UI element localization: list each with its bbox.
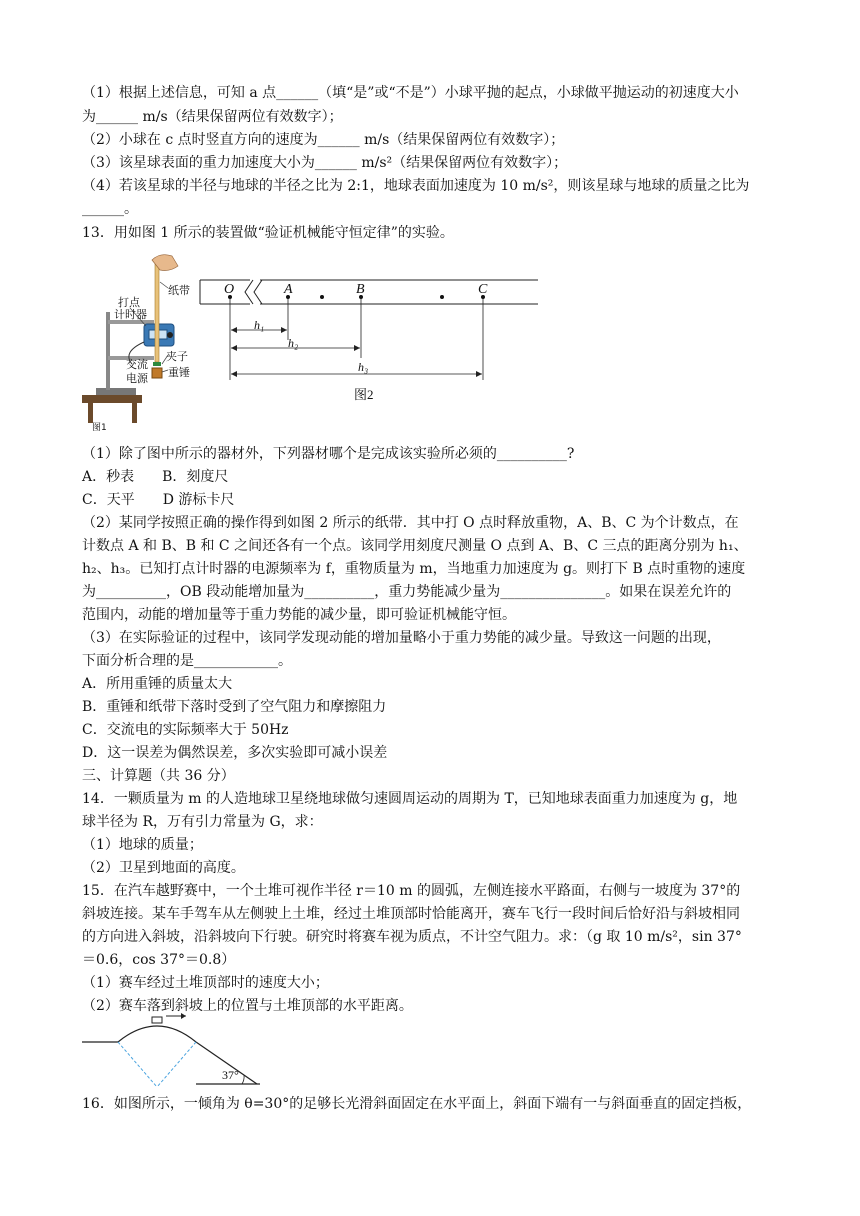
figure-3-mound (82, 1012, 282, 1092)
point-c-label: C (478, 282, 488, 297)
q15-part1: （1）赛车经过土堆顶部时的速度大小； (82, 975, 329, 991)
q13-title: 13．用如图 1 所示的装置做“验证机械能守恒定律”的实验。 (82, 225, 454, 241)
point-b-label: B (356, 282, 365, 297)
q15-line3: 的方向进入斜坡，沿斜坡向下行驶。研究时将赛车视为质点，不计空气阻力。求：（g 取 10 m/s²，sin 37° (82, 929, 742, 945)
q12-line-6: ______。 (82, 201, 138, 217)
q15-line2: 斜坡连接。某车手驾车从左侧驶上土堆，经过土堆顶部时恰能离开，赛车飞行一段时间后恰好沿与斜坡相同 (82, 906, 740, 922)
q14-line2: 球半径为 R，万有引力常量为 G，求： (82, 814, 323, 830)
q13-option-a: A．所用重锤的质量太大 (82, 676, 233, 692)
figure-2-tape (198, 278, 548, 403)
q15-line1: 15．在汽车越野赛中，一个土堆可视作半径 r＝10 m 的圆弧，左侧连接水平路面，右侧与一坡度为 37°的 (82, 883, 741, 899)
timer-label-2: 计时器 (114, 308, 147, 321)
q13-part3-line1: （3）在实际验证的过程中，该同学发现动能的增加量略小于重力势能的减少量。导致这一问题的出现， (82, 630, 721, 646)
apparatus-diagram (82, 252, 192, 432)
q13-options-cd: C．天平 D 游标卡尺 (82, 492, 235, 508)
tape-label: 纸带 (168, 284, 190, 297)
q16-line1: 16．如图所示，一倾角为 θ=30°的足够长光滑斜面固定在水平面上，斜面下端有一与斜面垂直的固定挡板， (82, 1096, 752, 1112)
h3-label: h₃ (358, 360, 369, 374)
q12-line-4: （3）该星球表面的重力加速度大小为______ m/s²（结果保留两位有效数字）； (82, 155, 568, 171)
point-a-label: A (284, 282, 293, 297)
q13-option-c: C．交流电的实际频率大于 50Hz (82, 722, 289, 738)
q13-option-b: B．重锤和纸带下落时受到了空气阻力和摩擦阻力 (82, 699, 387, 715)
q15-line4: ＝0.6，cos 37°＝0.8） (82, 952, 236, 968)
q13-options-ab: A．秒表 B．刻度尺 (82, 469, 229, 485)
clip-label: 夹子 (166, 350, 188, 363)
q14-line1: 14．一颗质量为 m 的人造地球卫星绕地球做匀速圆周运动的周期为 T，已知地球表面重力加速度为 g，地 (82, 791, 738, 807)
q12-line-3: （2）小球在 c 点时竖直方向的速度为______ m/s（结果保留两位有效数字）； (82, 132, 565, 148)
ac-label-2: 电源 (126, 372, 148, 385)
mound-diagram (82, 1012, 282, 1092)
ac-label-1: 交流 (126, 358, 148, 371)
q14-part2: （2）卫星到地面的高度。 (82, 860, 245, 876)
q12-line-2: 为______ m/s（结果保留两位有效数字）； (82, 109, 343, 125)
q13-part2-line2: 计数点 A 和 B、B 和 C 之间还各有一个点。该同学用刻度尺测量 O 点到 A、B、C 三点的距离分别为 h₁、 (82, 538, 748, 554)
q12-line-5: （4）若该星球的半径与地球的半径之比为 2:1，地球表面加速度为 10 m/s²，则该星球与地球的质量之比为 (82, 178, 750, 194)
slope-angle-label: 37° (222, 1068, 239, 1082)
q13-part2-line1: （2）某同学按照正确的操作得到如图 2 所示的纸带．其中打 O 点时释放重物，A、B、C 为个计数点，在 (82, 515, 739, 531)
q13-part3-line2: 下面分析合理的是____________。 (82, 653, 292, 669)
section-3-heading: 三、计算题（共 36 分） (82, 768, 235, 784)
figure-2-caption: 图2 (354, 387, 374, 402)
timer-label-1: 打点 (118, 296, 140, 309)
q12-line-1: （1）根据上述信息，可知 a 点______（填“是”或“不是”）小球平抛的起点，小球做平抛运动的初速度大小 (82, 85, 739, 101)
h2-label: h₂ (288, 336, 299, 350)
q13-part2-line4: 为__________，OB 段动能增加量为__________，重力势能减少量为_______________。如果在误差允许的 (82, 584, 732, 600)
h1-label: h₁ (254, 318, 265, 332)
q13-part2-line5: 范围内，动能的增加量等于重力势能的减少量，即可验证机械能守恒。 (82, 607, 516, 623)
point-o-label: O (224, 282, 235, 297)
q13-part1: （1）除了图中所示的器材外，下列器材哪个是完成该实验所必须的__________? (82, 446, 575, 462)
figure-1-apparatus (82, 252, 192, 432)
figure-1-caption: 图1 (92, 423, 107, 433)
weight-label: 重锤 (168, 366, 190, 379)
q15-part2: （2）赛车落到斜坡上的位置与土堆顶部的水平距离。 (82, 998, 413, 1014)
q14-part1: （1）地球的质量； (82, 837, 203, 853)
q13-option-d: D．这一误差为偶然误差，多次实验即可减小误差 (82, 745, 388, 761)
q13-part2-line3: h₂、h₃。已知打点计时器的电源频率为 f，重物质量为 m，当地重力加速度为 g。则打下 B 点时重物的速度 (82, 561, 746, 577)
